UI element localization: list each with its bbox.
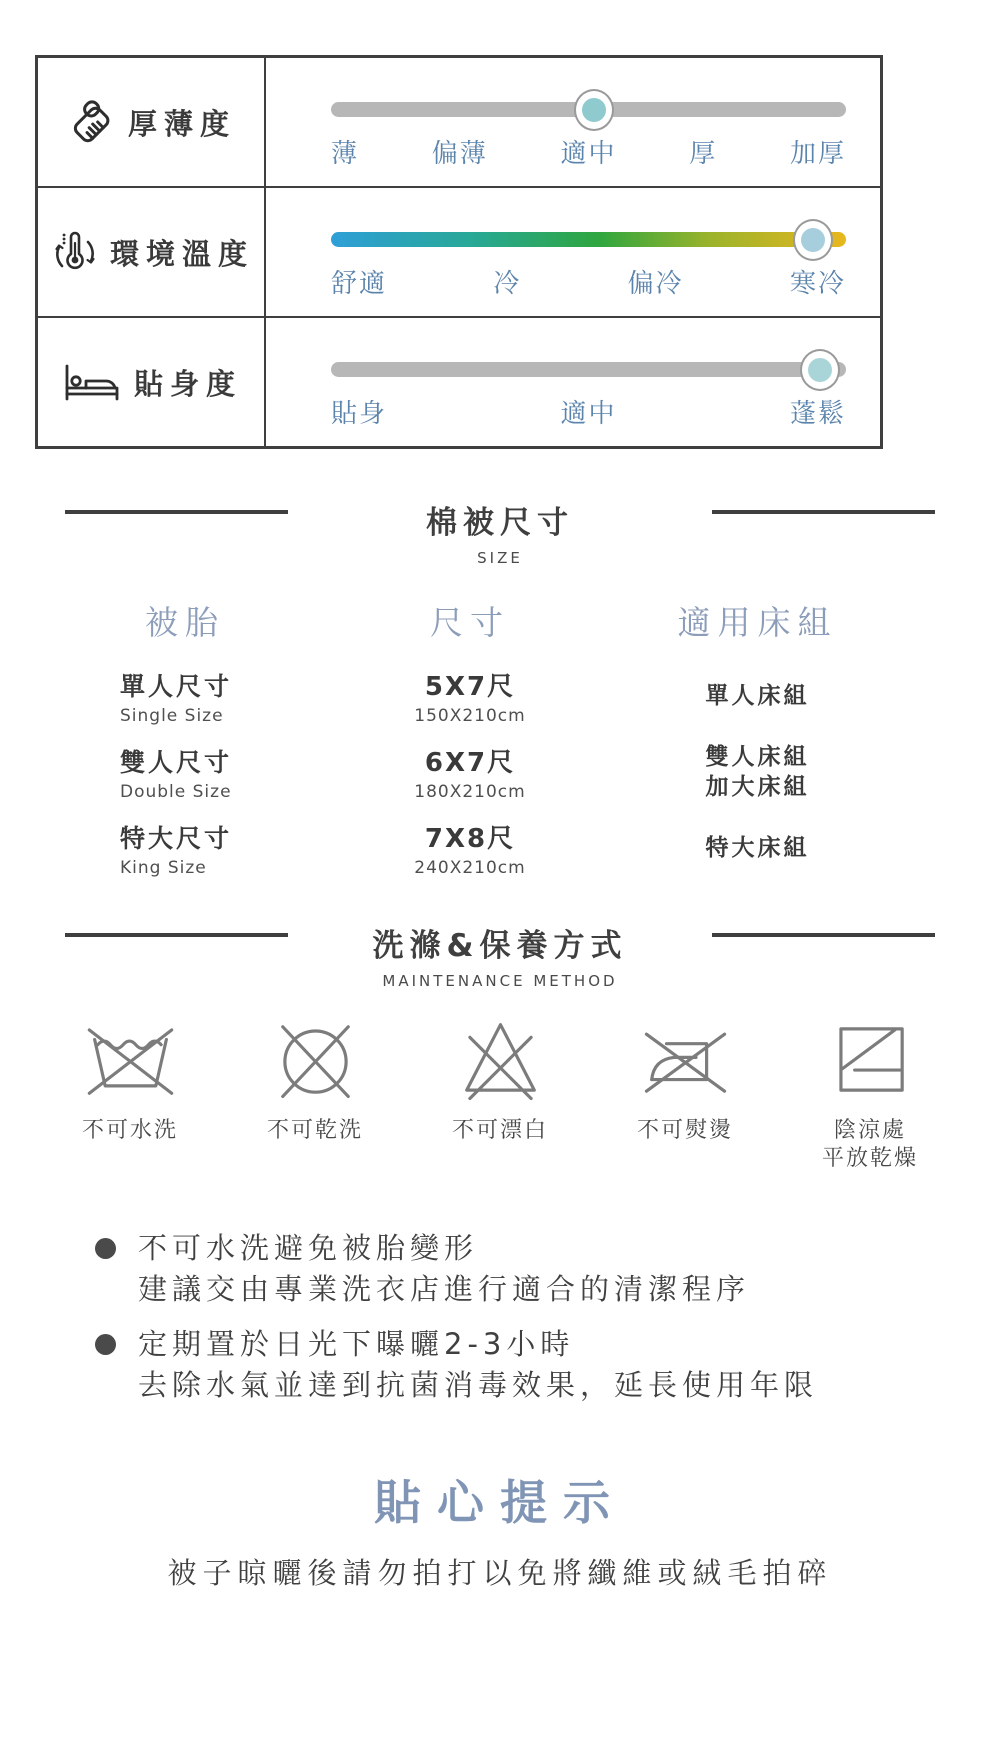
care-item-shade-flat-dry (815, 1012, 925, 1173)
divider-line (712, 933, 935, 937)
spec-row-label: 環境溫度 (109, 236, 254, 271)
spec-row-label: 貼身度 (133, 366, 242, 401)
care-item-label: 不可乾洗 (266, 1118, 363, 1143)
tips-text: 被子晾曬後請勿拍打以免將纖維或絨毛拍碎 (167, 1556, 833, 1590)
bed-set: 單人床組 (705, 683, 810, 709)
scale-label: 適中 (560, 139, 617, 169)
size-dimension-cm: 150X210cm (414, 706, 526, 726)
temperature-scale (331, 263, 846, 300)
thermometer-cycle-icon (48, 226, 100, 278)
care-item-label: 不可水洗 (81, 1118, 178, 1143)
bed-set: 特大床組 (705, 835, 810, 861)
scale-label: 偏冷 (627, 269, 684, 299)
size-section-subtitle: SIZE (477, 549, 523, 567)
temperature-slider-knob[interactable] (793, 219, 833, 261)
size-section-head (0, 497, 1000, 567)
care-item-no-dry-clean (260, 1012, 370, 1145)
list-item (95, 1324, 1000, 1406)
scale-label: 適中 (560, 399, 617, 429)
table-row (65, 742, 935, 802)
bullet-dot (95, 1238, 116, 1259)
product-spec-table (35, 55, 883, 449)
size-name-en: King Size (120, 857, 207, 878)
fit-slider-track (331, 362, 846, 377)
bullet-dot (95, 1334, 116, 1355)
thickness-scale (331, 133, 846, 170)
size-col-header: 適用床組 (677, 603, 838, 642)
scale-label: 偏薄 (431, 139, 488, 169)
bed-set: 雙人床組 (705, 744, 810, 770)
no-bleach-icon (453, 1012, 548, 1107)
size-dimension: 5X7尺 (424, 672, 516, 702)
scale-label: 厚 (689, 139, 718, 169)
care-item-no-wash (75, 1012, 185, 1145)
care-item-no-iron (630, 1012, 740, 1145)
scale-label: 寒冷 (789, 269, 846, 299)
divider-line (65, 933, 288, 937)
care-notes (95, 1228, 1000, 1406)
spec-row-label: 厚薄度 (127, 106, 236, 141)
size-table-headers (65, 597, 935, 644)
size-col-header: 尺寸 (430, 603, 510, 642)
spec-row-fit (38, 316, 880, 446)
spec-row-thickness (38, 58, 880, 186)
no-wash-icon (83, 1012, 178, 1107)
size-name-zh: 特大尺寸 (120, 823, 233, 853)
list-item (95, 1228, 1000, 1310)
no-dry-clean-icon (268, 1012, 363, 1107)
spec-row-temperature (38, 186, 880, 316)
scale-label: 舒適 (331, 269, 388, 299)
size-dimension: 6X7尺 (424, 748, 516, 778)
size-table (65, 666, 935, 878)
size-name-zh: 單人尺寸 (120, 671, 233, 701)
care-section-title: 洗滌&保養方式 (372, 928, 628, 964)
scale-label: 薄 (331, 139, 360, 169)
care-item-label: 陰涼處 (833, 1118, 906, 1143)
thickness-slider-knob[interactable] (574, 89, 614, 131)
scale-label: 貼身 (331, 399, 388, 429)
size-dimension: 7X8尺 (424, 824, 516, 854)
temperature-slider-track (331, 232, 846, 247)
size-name-zh: 雙人尺寸 (120, 747, 233, 777)
scale-label: 冷 (493, 269, 522, 299)
note-line: 去除水氣並達到抗菌消毒效果，延長使用年限 (138, 1368, 819, 1402)
fit-scale (331, 393, 846, 430)
table-row (65, 818, 935, 878)
fit-slider-knob[interactable] (800, 349, 840, 391)
divider-line (712, 510, 935, 514)
tips-title: 貼心提示 (374, 1476, 626, 1531)
size-dimension-cm: 240X210cm (414, 858, 526, 878)
no-iron-icon (638, 1012, 733, 1107)
bed-set: 加大床組 (705, 774, 810, 800)
care-item-label: 不可熨燙 (636, 1118, 733, 1143)
size-col-header: 被胎 (145, 603, 225, 642)
care-section-subtitle: MAINTENANCE METHOD (382, 972, 618, 990)
size-dimension-cm: 180X210cm (414, 782, 526, 802)
fabric-touch-icon (66, 96, 118, 148)
care-item-no-bleach (445, 1012, 555, 1145)
note-line: 定期置於日光下曝曬2-3小時 (138, 1327, 575, 1361)
bed-icon (60, 358, 124, 406)
size-name-en: Double Size (120, 781, 232, 802)
size-section-title: 棉被尺寸 (426, 505, 574, 541)
shade-flat-dry-icon (823, 1012, 918, 1107)
scale-label: 蓬鬆 (789, 399, 846, 429)
scale-label: 加厚 (789, 139, 846, 169)
table-row (65, 666, 935, 726)
care-item-label: 不可漂白 (451, 1118, 548, 1143)
note-line: 建議交由專業洗衣店進行適合的清潔程序 (138, 1272, 751, 1306)
care-icons-row (75, 1012, 925, 1173)
care-section-head (0, 920, 1000, 990)
note-line: 不可水洗避免被胎變形 (138, 1231, 479, 1265)
divider-line (65, 510, 288, 514)
size-name-en: Single Size (120, 705, 224, 726)
care-item-label: 平放乾燥 (821, 1146, 918, 1171)
